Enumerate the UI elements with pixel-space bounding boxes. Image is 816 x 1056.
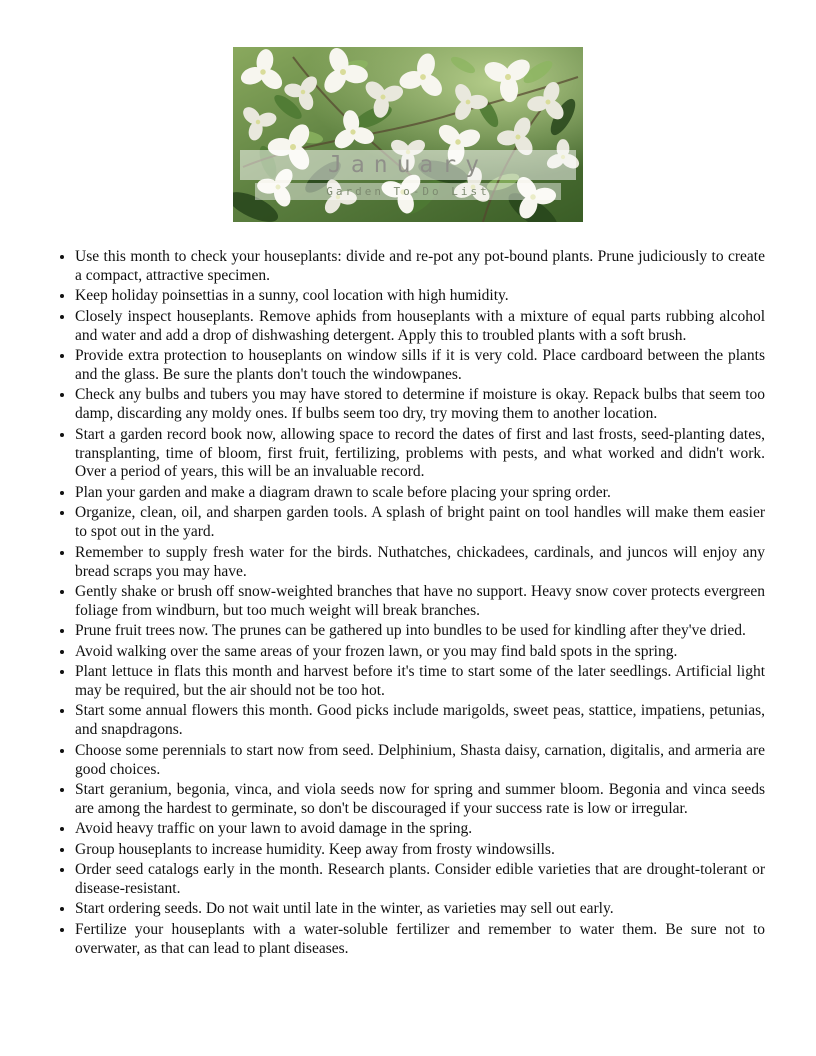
header-title: January: [240, 150, 576, 180]
todo-item: • Avoid heavy traffic on your lawn to avoid damage in the spring.: [75, 820, 765, 839]
todo-item: • Start geranium, begonia, vinca, and viola seeds now for spring and summer bloom. Begonia and vinca seeds are among the hardest to germinate, so don't be discouraged if your success rate is low or irregular.: [75, 781, 765, 819]
todo-item: • Start ordering seeds. Do not wait until late in the winter, as varieties may sell out early.: [75, 900, 765, 919]
todo-item: • Start a garden record book now, allowing space to record the dates of first and last frosts, seed-planting dates, transplanting, time of bloom, first fruit, fertilizing, problems with pests, and what worked and didn't work. Over a period of years, this will be an invaluable record.: [75, 426, 765, 483]
todo-item: • Choose some perennials to start now from seed. Delphinium, Shasta daisy, carnation, digitalis, and armeria are good choices.: [75, 742, 765, 780]
todo-item: • Closely inspect houseplants. Remove aphids from houseplants with a mixture of equal parts rubbing alcohol and water and add a drop of dishwashing detergent. Apply this to troubled plants with a soft brush.: [75, 308, 765, 346]
todo-item: • Plant lettuce in flats this month and harvest before it's time to start some of the later seedlings. Artificial light may be required, but the air should not be too hot.: [75, 663, 765, 701]
todo-item: • Start some annual flowers this month. Good picks include marigolds, sweet peas, stattice, impatiens, petunias, and snapdragons.: [75, 702, 765, 740]
todo-item: • Gently shake or brush off snow-weighted branches that have no support. Heavy snow cover protects evergreen foliage from windburn, but too much weight will break branches.: [75, 583, 765, 621]
todo-item: • Fertilize your houseplants with a water-soluble fertilizer and remember to water them. Be sure not to overwater, as that can lead to plant diseases.: [75, 921, 765, 959]
todo-item: • Provide extra protection to houseplants on window sills if it is very cold. Place cardboard between the plants and the glass. Be sure the plants don't touch the windowpanes.: [75, 347, 765, 385]
todo-item: • Plan your garden and make a diagram drawn to scale before placing your spring order.: [75, 484, 765, 503]
todo-item: • Avoid walking over the same areas of your frozen lawn, or you may find bald spots in the spring.: [75, 643, 765, 662]
todo-item: • Organize, clean, oil, and sharpen garden tools. A splash of bright paint on tool handles will make them easier to spot out in the yard.: [75, 504, 765, 542]
todo-item: • Order seed catalogs early in the month. Research plants. Consider edible varieties that are drought-tolerant or disease-resistant.: [75, 861, 765, 899]
todo-item: • Check any bulbs and tubers you may have stored to determine if moisture is okay. Repack bulbs that seem too damp, discarding any moldy ones. If bulbs seem too dry, try moving them to another location.: [75, 386, 765, 424]
todo-item: • Group houseplants to increase humidity. Keep away from frosty windowsills.: [75, 841, 765, 860]
todo-item: • Remember to supply fresh water for the birds. Nuthatches, chickadees, cardinals, and juncos will enjoy any bread scraps you may have.: [75, 544, 765, 582]
todo-item: • Use this month to check your houseplants: divide and re-pot any pot-bound plants. Prune judiciously to create a compact, attractive specimen.: [75, 248, 765, 286]
todo-list: [51, 248, 765, 959]
header-image: [233, 47, 583, 222]
todo-item: • Keep holiday poinsettias in a sunny, cool location with high humidity.: [75, 287, 765, 306]
header-subtitle: Garden To-Do List: [255, 183, 561, 200]
todo-item: • Prune fruit trees now. The prunes can be gathered up into bundles to be used for kindling after they've dried.: [75, 622, 765, 641]
